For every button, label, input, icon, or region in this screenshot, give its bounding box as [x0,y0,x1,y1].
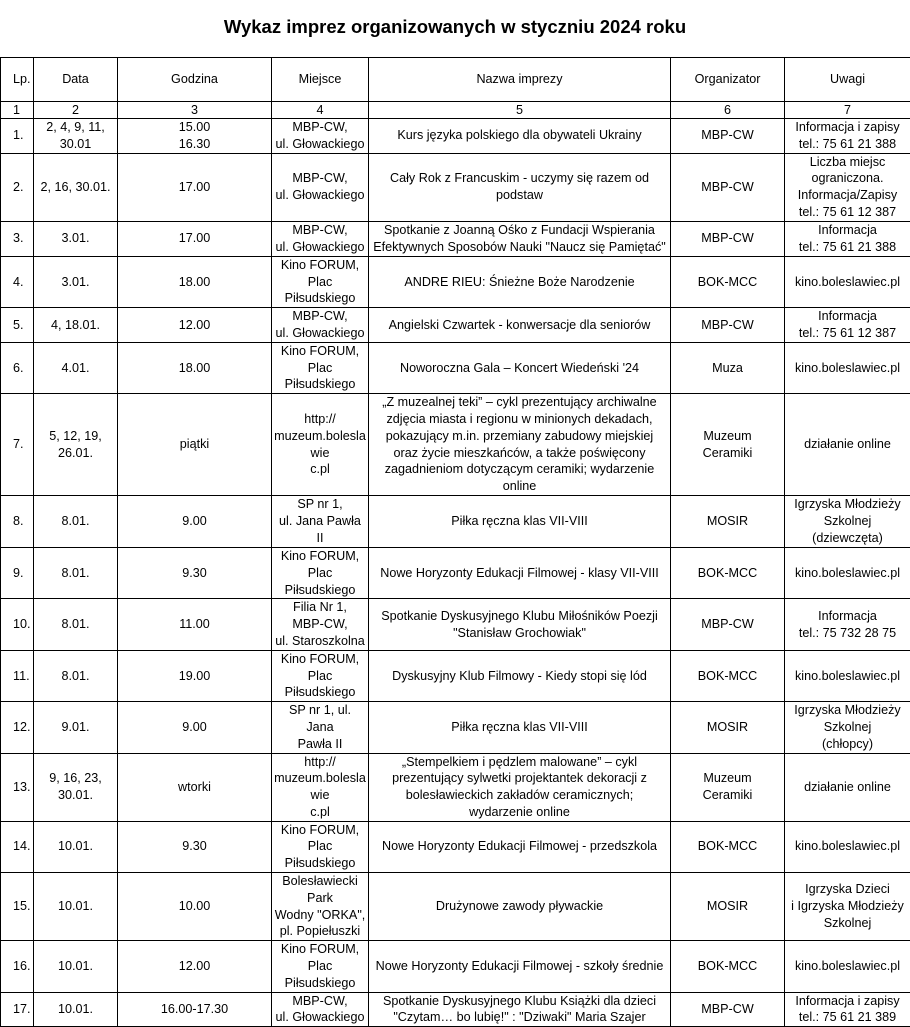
header-miejsce: Miejsce [272,58,369,102]
row-notes: Liczba miejsc ograniczona. Informacja/Zapisy tel.: 75 61 12 387 [785,153,910,221]
row-lp: 14. [1,821,34,872]
row-lp: 7. [1,394,34,496]
row-date: 8.01. [34,599,118,650]
row-organizer: MBP-CW [671,221,785,256]
row-lp: 15. [1,873,34,941]
row-notes: Informacja tel.: 75 732 28 75 [785,599,910,650]
row-organizer: BOK-MCC [671,547,785,598]
row-date: 8.01. [34,650,118,701]
row-organizer: MBP-CW [671,308,785,343]
row-time: 18.00 [118,342,272,393]
row-place: Kino FORUM, Plac Piłsudskiego [272,342,369,393]
table-row [1,702,910,753]
row-date: 10.01. [34,821,118,872]
row-organizer: BOK-MCC [671,650,785,701]
table-row [1,992,910,1027]
header-data: Data [34,58,118,102]
row-date: 9.01. [34,702,118,753]
row-place: MBP-CW, ul. Głowackiego [272,221,369,256]
row-event-name: Piłka ręczna klas VII-VIII [369,495,671,547]
row-date: 8.01. [34,547,118,598]
table-body [1,119,910,1027]
row-time: 12.00 [118,941,272,992]
table-row [1,153,910,221]
row-lp: 6. [1,342,34,393]
row-organizer: Muza [671,342,785,393]
row-event-name: Spotkanie Dyskusyjnego Klubu Miłośników Poezji "Stanisław Grochowiak" [369,599,671,650]
row-time: 9.30 [118,821,272,872]
row-date: 5, 12, 19, 26.01. [34,394,118,496]
table-row [1,221,910,256]
row-event-name: Spotkanie Dyskusyjnego Klubu Książki dla dzieci "Czytam… bo lubię!" : "Dziwaki" Maria Szajer [369,992,671,1027]
row-notes: kino.boleslawiec.pl [785,941,910,992]
table-row [1,495,910,547]
row-place: Bolesławiecki Park Wodny "ORKA", pl. Popiełuszki [272,873,369,941]
row-notes: Informacja i zapisy tel.: 75 61 21 389 [785,992,910,1027]
row-notes: kino.boleslawiec.pl [785,342,910,393]
row-time: 9.00 [118,702,272,753]
row-time: 10.00 [118,873,272,941]
header-godzina: Godzina [118,58,272,102]
row-lp: 11. [1,650,34,701]
row-organizer: BOK-MCC [671,821,785,872]
row-organizer: MBP-CW [671,119,785,154]
column-number: 3 [118,102,272,119]
row-organizer: MOSIR [671,495,785,547]
column-number: 5 [369,102,671,119]
column-number: 7 [785,102,910,119]
row-organizer: MBP-CW [671,992,785,1027]
row-notes: Igrzyska Młodzieży Szkolnej (chłopcy) [785,702,910,753]
row-lp: 2. [1,153,34,221]
row-notes: kino.boleslawiec.pl [785,256,910,307]
row-place: MBP-CW, ul. Głowackiego [272,992,369,1027]
row-date: 4, 18.01. [34,308,118,343]
row-notes: kino.boleslawiec.pl [785,650,910,701]
row-event-name: Drużynowe zawody pływackie [369,873,671,941]
row-event-name: ANDRE RIEU: Śnieżne Boże Narodzenie [369,256,671,307]
table-row [1,873,910,941]
row-time: 9.30 [118,547,272,598]
row-date: 3.01. [34,221,118,256]
row-event-name: Noworoczna Gala – Koncert Wiedeński '24 [369,342,671,393]
row-time: 16.00-17.30 [118,992,272,1027]
table-row [1,753,910,821]
row-lp: 8. [1,495,34,547]
row-lp: 10. [1,599,34,650]
row-notes: Igrzyska Dzieci i Igrzyska Młodzieży Szkolnej [785,873,910,941]
row-place: SP nr 1, ul. Jana Pawła II [272,495,369,547]
row-event-name: Spotkanie z Joanną Ośko z Fundacji Wspierania Efektywnych Sposobów Nauki "Naucz się Pamiętać" [369,221,671,256]
row-notes: działanie online [785,394,910,496]
row-organizer: MOSIR [671,702,785,753]
row-lp: 9. [1,547,34,598]
row-date: 10.01. [34,941,118,992]
row-lp: 12. [1,702,34,753]
row-event-name: „Stempelkiem i pędzlem malowane” – cykl prezentujący sylwetki projektantek dekoracji z bolesławieckich zakładów ceramicznych; wydarzenie online [369,753,671,821]
row-time: wtorki [118,753,272,821]
table-row [1,256,910,307]
row-time: 15.00 16.30 [118,119,272,154]
row-organizer: BOK-MCC [671,941,785,992]
row-place: SP nr 1, ul. Jana Pawła II [272,702,369,753]
header-uwagi: Uwagi [785,58,910,102]
table-row [1,342,910,393]
header-row [1,58,910,102]
row-lp: 1. [1,119,34,154]
header-lp: Lp. [1,58,34,102]
column-number: 6 [671,102,785,119]
row-place: Filia Nr 1, MBP-CW, ul. Staroszkolna [272,599,369,650]
row-lp: 13. [1,753,34,821]
row-date: 3.01. [34,256,118,307]
row-time: 11.00 [118,599,272,650]
row-event-name: Angielski Czwartek - konwersacje dla seniorów [369,308,671,343]
table-row [1,394,910,496]
row-lp: 17. [1,992,34,1027]
row-notes: działanie online [785,753,910,821]
row-event-name: Dyskusyjny Klub Filmowy - Kiedy stopi się lód [369,650,671,701]
row-date: 10.01. [34,873,118,941]
table-row [1,941,910,992]
row-organizer: MBP-CW [671,599,785,650]
row-event-name: „Z muzealnej teki” – cykl prezentujący archiwalne zdjęcia miasta i regionu w minionych dekadach, pokazujący m.in. przemiany zabudowy miejskiej oraz życie mieszkańców, a także poświęcony zagadnieniom dotyczącym ceramiki; wydarzenie online [369,394,671,496]
column-number: 2 [34,102,118,119]
row-organizer: MBP-CW [671,153,785,221]
table-row [1,650,910,701]
row-date: 4.01. [34,342,118,393]
row-notes: kino.boleslawiec.pl [785,821,910,872]
row-organizer: Muzeum Ceramiki [671,753,785,821]
row-time: 18.00 [118,256,272,307]
table-row [1,119,910,154]
table-row [1,599,910,650]
row-place: http:// muzeum.boleslawie c.pl [272,753,369,821]
row-date: 2, 4, 9, 11, 30.01 [34,119,118,154]
row-place: Kino FORUM, Plac Piłsudskiego [272,256,369,307]
row-event-name: Nowe Horyzonty Edukacji Filmowej - szkoły średnie [369,941,671,992]
column-number: 4 [272,102,369,119]
row-time: 17.00 [118,221,272,256]
row-time: piątki [118,394,272,496]
row-lp: 4. [1,256,34,307]
row-place: Kino FORUM, Plac Piłsudskiego [272,941,369,992]
row-date: 2, 16, 30.01. [34,153,118,221]
row-organizer: MOSIR [671,873,785,941]
table-row [1,308,910,343]
row-time: 19.00 [118,650,272,701]
row-place: Kino FORUM, Plac Piłsudskiego [272,547,369,598]
row-lp: 5. [1,308,34,343]
row-event-name: Nowe Horyzonty Edukacji Filmowej - klasy VII-VIII [369,547,671,598]
table-row [1,821,910,872]
row-event-name: Piłka ręczna klas VII-VIII [369,702,671,753]
column-number: 1 [1,102,34,119]
row-place: MBP-CW, ul. Głowackiego [272,153,369,221]
row-notes: Informacja tel.: 75 61 12 387 [785,308,910,343]
row-time: 12.00 [118,308,272,343]
row-time: 17.00 [118,153,272,221]
header-nazwa: Nazwa imprezy [369,58,671,102]
column-number-row [1,102,910,119]
row-date: 9, 16, 23, 30.01. [34,753,118,821]
row-lp: 3. [1,221,34,256]
row-place: Kino FORUM, Plac Piłsudskiego [272,650,369,701]
row-date: 10.01. [34,992,118,1027]
row-event-name: Nowe Horyzonty Edukacji Filmowej - przedszkola [369,821,671,872]
row-place: Kino FORUM, Plac Piłsudskiego [272,821,369,872]
row-time: 9.00 [118,495,272,547]
row-place: http:// muzeum.boleslawie c.pl [272,394,369,496]
row-date: 8.01. [34,495,118,547]
row-event-name: Cały Rok z Francuskim - uczymy się razem od podstaw [369,153,671,221]
row-organizer: BOK-MCC [671,256,785,307]
table-row [1,547,910,598]
document-title: Wykaz imprez organizowanych w styczniu 2024 roku [0,16,910,38]
row-notes: Informacja i zapisy tel.: 75 61 21 388 [785,119,910,154]
row-notes: Informacja tel.: 75 61 21 388 [785,221,910,256]
row-organizer: Muzeum Ceramiki [671,394,785,496]
row-lp: 16. [1,941,34,992]
row-notes: kino.boleslawiec.pl [785,547,910,598]
header-organizator: Organizator [671,58,785,102]
row-event-name: Kurs języka polskiego dla obywateli Ukrainy [369,119,671,154]
events-table [0,57,910,1027]
row-place: MBP-CW, ul. Głowackiego [272,308,369,343]
row-place: MBP-CW, ul. Głowackiego [272,119,369,154]
row-notes: Igrzyska Młodzieży Szkolnej (dziewczęta) [785,495,910,547]
